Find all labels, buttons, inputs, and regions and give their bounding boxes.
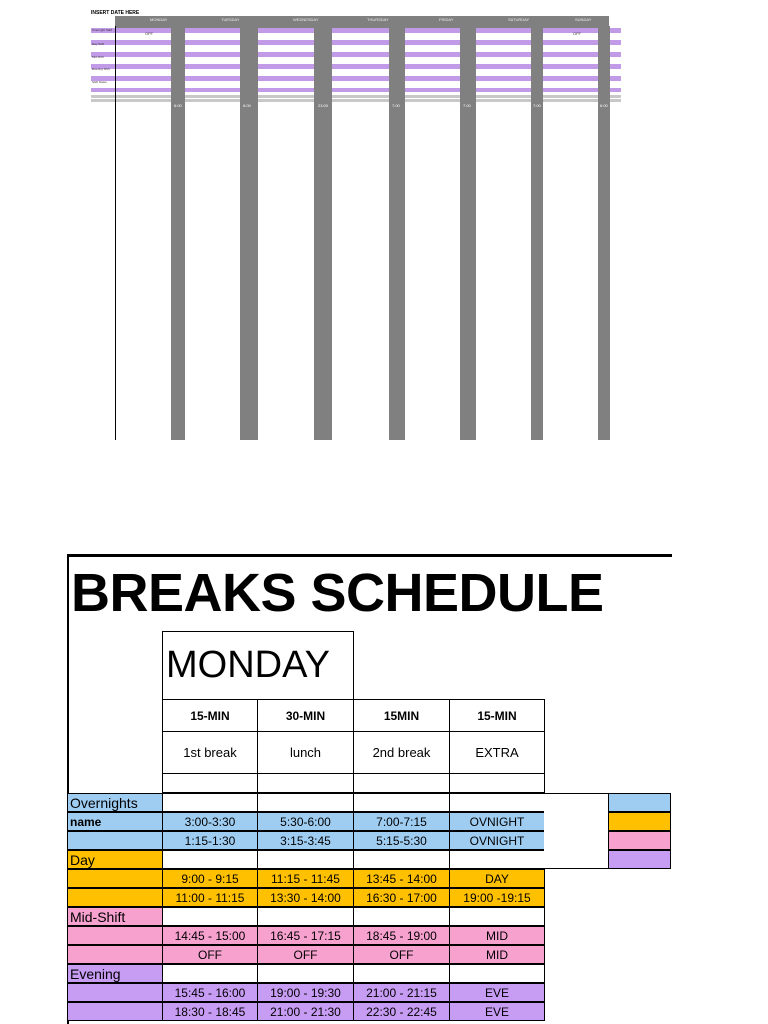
weekly-footer-time: 6:00 xyxy=(600,103,608,108)
column-duration: 15MIN xyxy=(353,699,450,732)
weekly-left-border xyxy=(115,26,116,440)
group-spacer-cell xyxy=(162,964,258,983)
break-time-cell[interactable]: OFF xyxy=(257,945,354,964)
break-time-cell[interactable]: 22:30 - 22:45 xyxy=(353,1002,450,1021)
weekly-day-thursday: THURSDAY xyxy=(367,17,389,22)
weekly-day-tuesday: TUESDAY xyxy=(221,17,240,22)
break-time-cell[interactable]: 19:00 - 19:30 xyxy=(257,983,354,1002)
legend-swatch xyxy=(608,812,671,831)
break-time-cell[interactable]: 3:15-3:45 xyxy=(257,831,354,850)
weekly-col-monday[interactable] xyxy=(171,26,185,440)
break-time-cell[interactable]: 11:15 - 11:45 xyxy=(257,869,354,888)
column-spacer xyxy=(162,773,258,793)
column-spacer xyxy=(257,773,354,793)
weekly-row-label: Mid Shift xyxy=(92,55,104,59)
group-spacer-cell xyxy=(257,850,354,869)
column-name: 1st break xyxy=(162,731,258,774)
weekly-footer-time: 6:00 xyxy=(243,103,251,108)
weekly-day-saturday: SATURDAY xyxy=(508,17,530,22)
weekly-col-saturday[interactable] xyxy=(531,26,543,440)
weekly-col-sunday[interactable] xyxy=(598,26,610,440)
legend-swatch xyxy=(608,831,671,850)
break-time-cell[interactable]: 21:00 - 21:30 xyxy=(257,1002,354,1021)
column-name: 2nd break xyxy=(353,731,450,774)
row-label[interactable] xyxy=(67,926,164,945)
weekly-footer-time: 23:00 xyxy=(318,103,329,108)
legend-spacer-box xyxy=(544,793,609,869)
group-spacer-cell xyxy=(353,907,450,926)
break-time-cell[interactable]: DAY xyxy=(449,869,545,888)
break-time-cell[interactable]: 15:45 - 16:00 xyxy=(162,983,258,1002)
group-spacer-cell xyxy=(162,850,258,869)
break-time-cell[interactable]: 18:30 - 18:45 xyxy=(162,1002,258,1021)
weekly-off-2: OFF xyxy=(573,31,581,36)
legend-swatch xyxy=(608,850,671,869)
row-label[interactable] xyxy=(67,945,164,964)
page-title: BREAKS SCHEDULE xyxy=(71,563,604,623)
row-label[interactable] xyxy=(67,1002,164,1021)
group-spacer-cell xyxy=(449,850,545,869)
break-time-cell[interactable]: 21:00 - 21:15 xyxy=(353,983,450,1002)
weekly-col-friday[interactable] xyxy=(460,26,476,440)
breaks-schedule xyxy=(67,554,672,1024)
row-label[interactable]: name xyxy=(67,812,164,831)
weekly-footer-time: 6:00 xyxy=(174,103,182,108)
break-time-cell[interactable]: 3:00-3:30 xyxy=(162,812,258,831)
break-time-cell[interactable]: 5:30-6:00 xyxy=(257,812,354,831)
row-label[interactable] xyxy=(67,888,164,907)
group-label-mid-shift: Mid-Shift xyxy=(67,907,164,926)
group-label-day: Day xyxy=(67,850,164,869)
break-time-cell[interactable]: 1:15-1:30 xyxy=(162,831,258,850)
legend-swatch xyxy=(608,793,671,812)
break-time-cell[interactable]: 19:00 -19:15 xyxy=(449,888,545,907)
break-time-cell[interactable]: 14:45 - 15:00 xyxy=(162,926,258,945)
break-time-cell[interactable]: EVE xyxy=(449,983,545,1002)
group-spacer-cell xyxy=(162,907,258,926)
weekly-row-label: Overnight Staff xyxy=(92,28,112,32)
column-name: lunch xyxy=(257,731,354,774)
group-spacer-cell xyxy=(257,907,354,926)
group-spacer-cell xyxy=(257,964,354,983)
column-duration: 15-MIN xyxy=(162,699,258,732)
weekly-row-label: Shift Notes xyxy=(92,80,107,84)
break-time-cell[interactable]: 13:30 - 14:00 xyxy=(257,888,354,907)
weekly-day-monday: MONDAY xyxy=(150,17,168,22)
column-name: EXTRA xyxy=(449,731,545,774)
group-spacer-cell xyxy=(162,793,258,812)
column-spacer xyxy=(353,773,450,793)
group-spacer-cell xyxy=(257,793,354,812)
break-time-cell[interactable]: 7:00-7:15 xyxy=(353,812,450,831)
break-time-cell[interactable]: MID xyxy=(449,945,545,964)
weekly-col-thursday[interactable] xyxy=(389,26,405,440)
break-time-cell[interactable]: EVE xyxy=(449,1002,545,1021)
break-time-cell[interactable]: 11:00 - 11:15 xyxy=(162,888,258,907)
column-duration: 15-MIN xyxy=(449,699,545,732)
group-label-evening: Evening xyxy=(67,964,164,983)
row-label[interactable] xyxy=(67,869,164,888)
weekly-footer-time: 7:00 xyxy=(392,103,400,108)
break-time-cell[interactable]: 16:30 - 17:00 xyxy=(353,888,450,907)
group-label-overnights: Overnights xyxy=(67,793,164,812)
insert-date-label[interactable]: INSERT DATE HERE xyxy=(91,10,140,16)
weekly-row-label: Evening Shift xyxy=(92,67,110,71)
break-time-cell[interactable]: 16:45 - 17:15 xyxy=(257,926,354,945)
break-time-cell[interactable]: 5:15-5:30 xyxy=(353,831,450,850)
weekly-col-wednesday[interactable] xyxy=(314,26,332,440)
break-time-cell[interactable]: OVNIGHT xyxy=(449,812,545,831)
weekly-day-sunday: SUNDAY xyxy=(575,17,592,22)
group-spacer-cell xyxy=(449,793,545,812)
break-time-cell[interactable]: MID xyxy=(449,926,545,945)
break-time-cell[interactable]: 18:45 - 19:00 xyxy=(353,926,450,945)
weekly-day-wednesday: WEDNESDAY xyxy=(293,17,319,22)
weekly-row-label: Day Shift xyxy=(92,42,105,46)
weekly-footer-time: 7:00 xyxy=(533,103,541,108)
break-time-cell[interactable]: OVNIGHT xyxy=(449,831,545,850)
group-spacer-cell xyxy=(449,907,545,926)
weekly-col-tuesday[interactable] xyxy=(240,26,258,440)
break-time-cell[interactable]: OFF xyxy=(162,945,258,964)
weekly-footer-time: 7:00 xyxy=(463,103,471,108)
weekly-schedule-sheet xyxy=(0,0,768,445)
row-label[interactable] xyxy=(67,983,164,1002)
group-spacer-cell xyxy=(353,850,450,869)
group-spacer-cell xyxy=(449,964,545,983)
row-label[interactable] xyxy=(67,831,164,850)
break-time-cell[interactable]: 9:00 - 9:15 xyxy=(162,869,258,888)
column-spacer xyxy=(449,773,545,793)
top-rule xyxy=(67,554,672,557)
group-spacer-cell xyxy=(353,964,450,983)
day-header-monday: MONDAY xyxy=(162,631,354,700)
column-duration: 30-MIN xyxy=(257,699,354,732)
break-time-cell[interactable]: 13:45 - 14:00 xyxy=(353,869,450,888)
weekly-day-friday: FRIDAY xyxy=(439,17,454,22)
weekly-off-1: OFF xyxy=(145,31,153,36)
group-spacer-cell xyxy=(353,793,450,812)
break-time-cell[interactable]: OFF xyxy=(353,945,450,964)
